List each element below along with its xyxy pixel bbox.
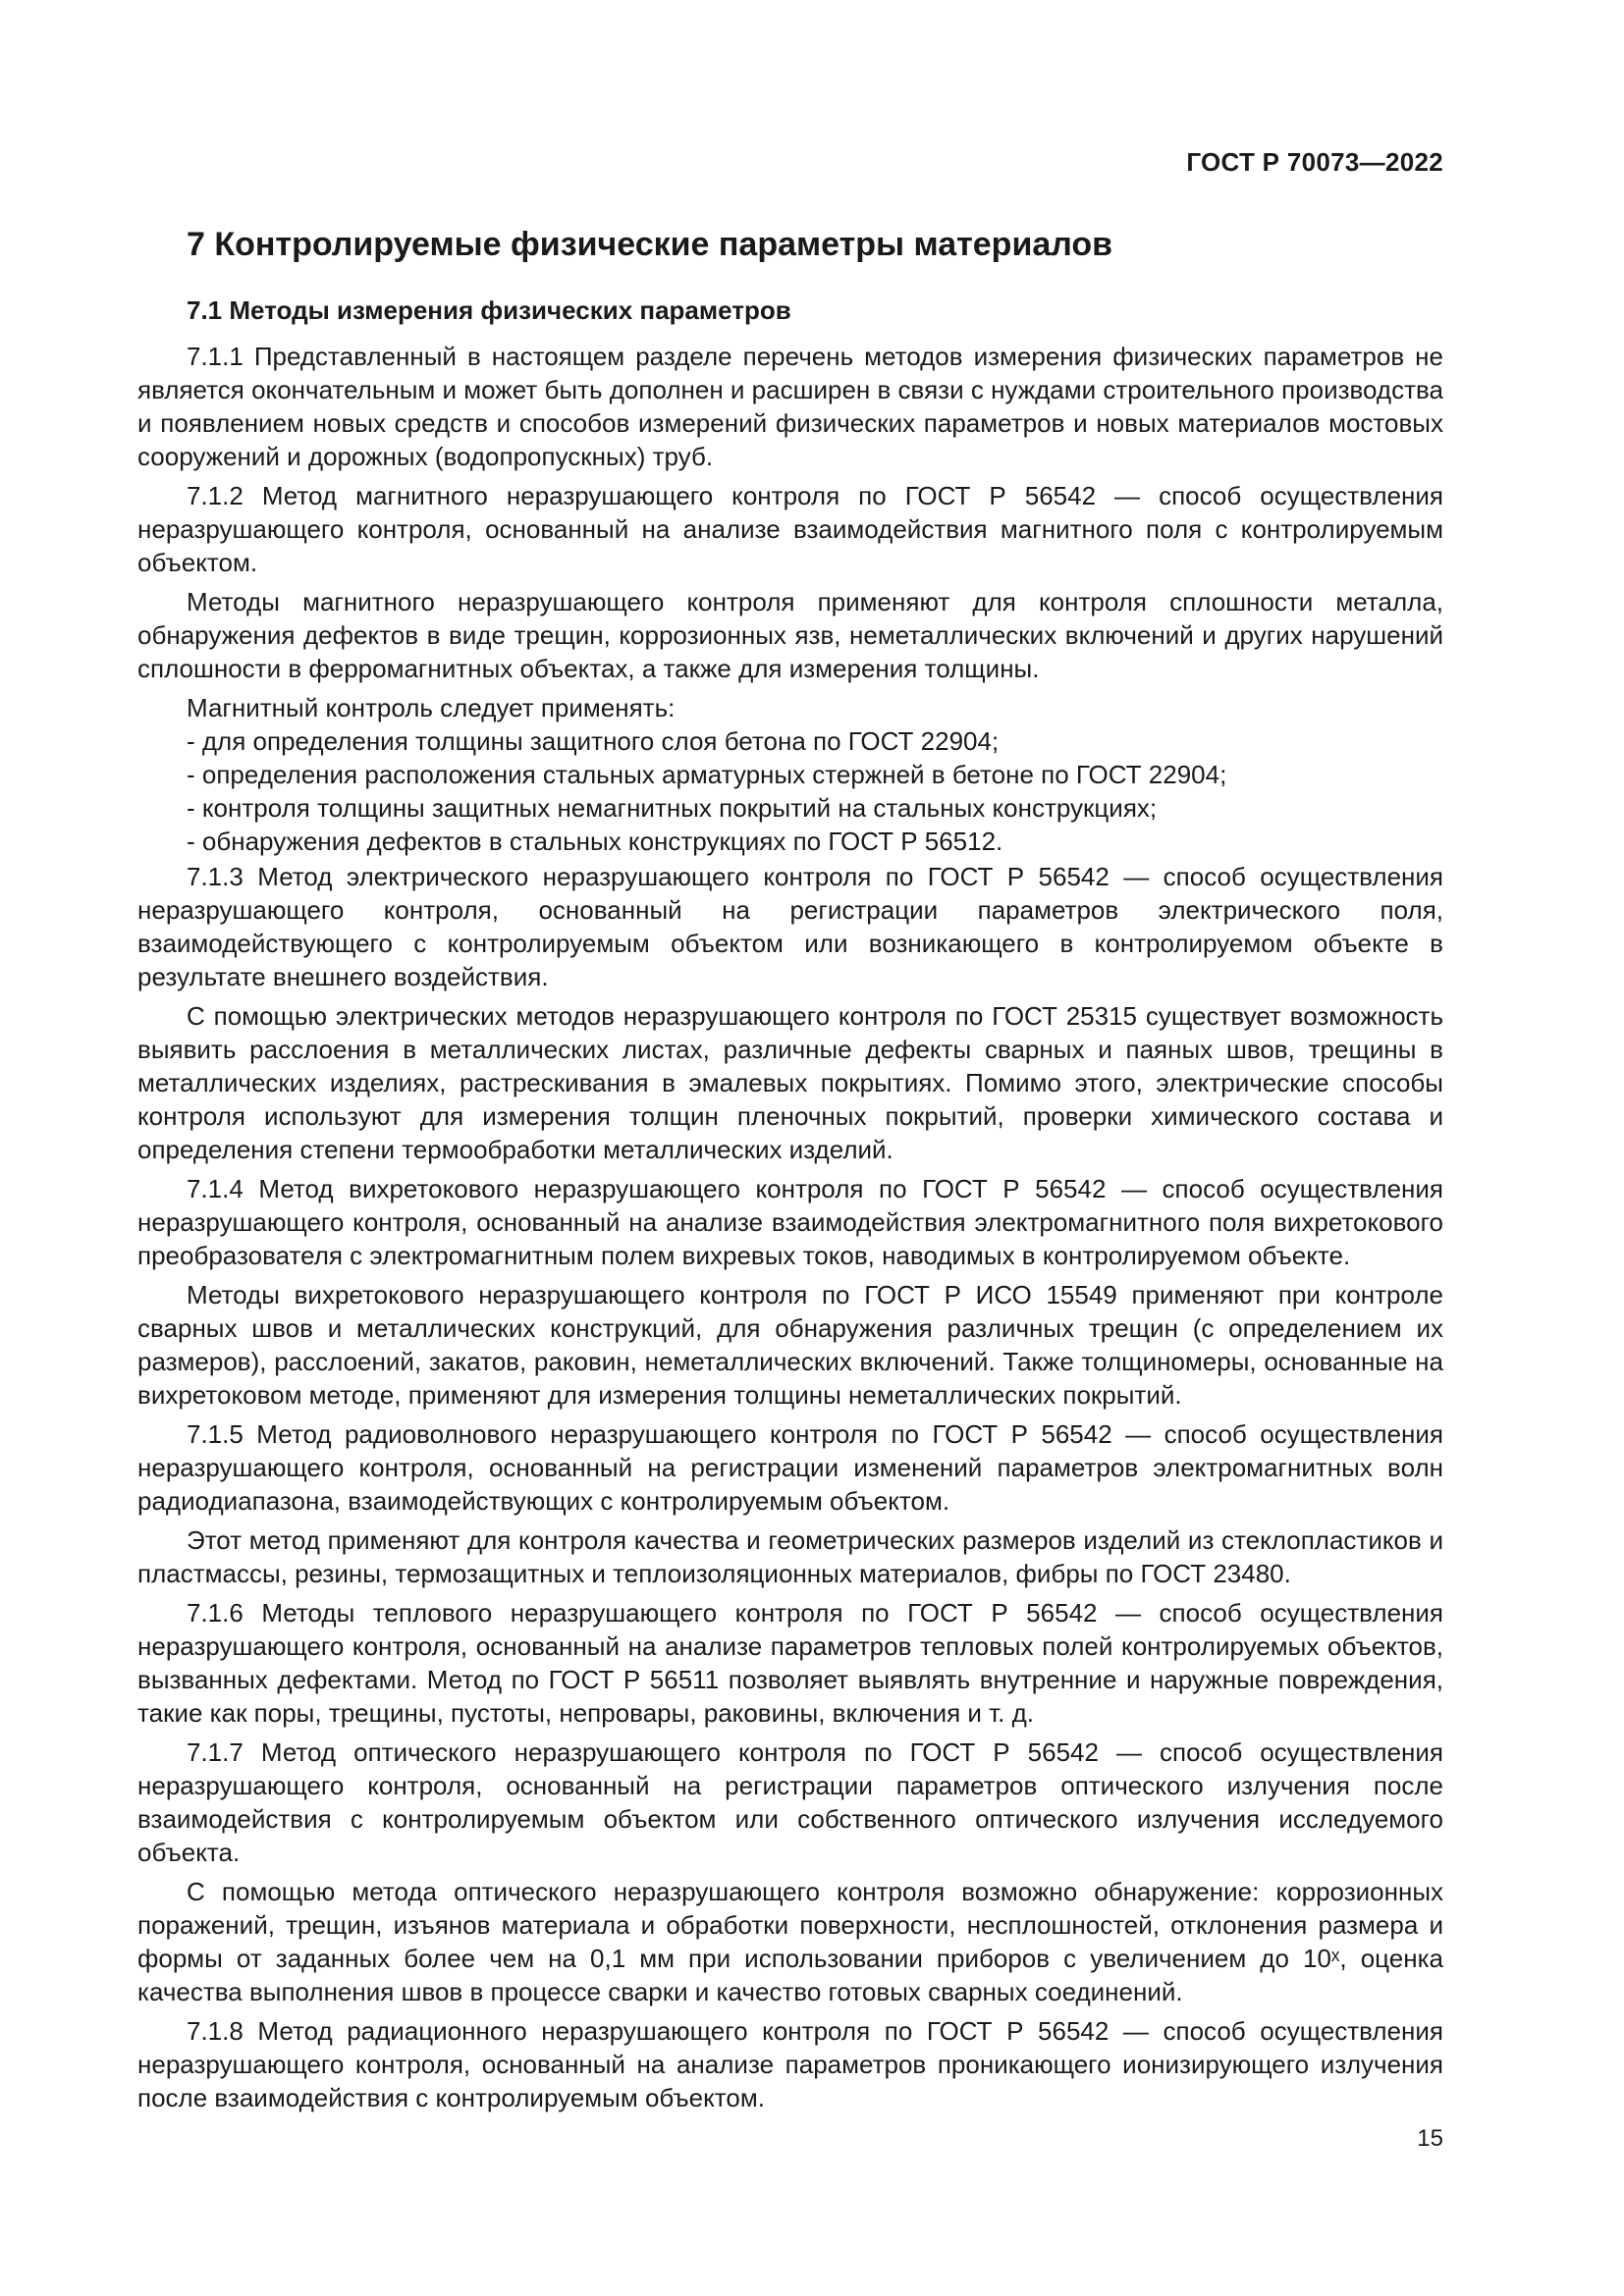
paragraph-eddy-current-applications: Методы вихретокового неразрушающего контроля по ГОСТ Р ИСО 15549 применяют при контроле сварных швов и металлических конструкций, для обнаружения различных трещин (с определением их размеров), расслоений, закатов, раковин, неметаллических включений. Также толщиномеры, основанные на вихретоковом методе, применяют для измерения толщины неметаллических покрытий. — [137, 1280, 1443, 1410]
paragraph-7-1-5: 7.1.5 Метод радиоволнового неразрушающего контроля по ГОСТ Р 56542 — способ осуществления неразрушающего контроля, основанный на регистрации изменений параметров электромагнитных волн радиодиапазона, взаимодействующих с контролируемым объектом. — [137, 1419, 1443, 1516]
list-item: - для определения толщины защитного слоя бетона по ГОСТ 22904; — [137, 724, 1443, 758]
paragraph-radiowave-applications: Этот метод применяют для контроля качества и геометрических размеров изделий из стеклопластиков и пластмассы, резины, термозащитных и теплоизоляционных материалов, фибры по ГОСТ 23480. — [137, 1525, 1443, 1588]
paragraph-7-1-1: 7.1.1 Представленный в настоящем разделе перечень методов измерения физических параметров не является окончательным и может быть дополнен и расширен в связи с нуждами строительного производства и появлением новых средств и способов измерений физических параметров и новых материалов мостовых сооружений и дорожных (водопропускных) труб. — [137, 342, 1443, 471]
paragraph-7-1-8: 7.1.8 Метод радиационного неразрушающего контроля по ГОСТ Р 56542 — способ осуществления неразрушающего контроля, основанный на анализе параметров проникающего ионизирующего излучения после взаимодействия с контролируемым объектом. — [137, 2016, 1443, 2112]
paragraph-7-1-3: 7.1.3 Метод электрического неразрушающего контроля по ГОСТ Р 56542 — способ осуществления неразрушающего контроля, основанный на регистрации параметров электрического поля, взаимодействующего с контролируемым объектом или возникающего в контролируемом объекте в результате внешнего воздействия. — [137, 862, 1443, 991]
paragraph-7-1-4: 7.1.4 Метод вихретокового неразрушающего контроля по ГОСТ Р 56542 — способ осуществления неразрушающего контроля, основанный на анализе взаимодействия электромагнитного поля вихретокового преобразователя с электромагнитным полем вихревых токов, наводимых в контролируемом объекте. — [137, 1174, 1443, 1270]
list-item: - обнаружения дефектов в стальных конструкциях по ГОСТ Р 56512. — [137, 825, 1443, 858]
section-title: 7 Контролируемые физические параметры материалов — [187, 226, 1113, 263]
paragraph-magnetic-applications: Методы магнитного неразрушающего контроля применяют для контроля сплошности металла, обнаружения дефектов в виде трещин, коррозионных язв, неметаллических включений и других нарушений сплошности в ферромагнитных объектах, а также для измерения толщины. — [137, 587, 1443, 683]
list-item: - определения расположения стальных арматурных стержней в бетоне по ГОСТ 22904; — [137, 758, 1443, 791]
magnetic-uses-list — [137, 724, 1443, 858]
paragraph-optical-applications: С помощью метода оптического неразрушающего контроля возможно обнаружение: коррозионных поражений, трещин, изъянов материала и обработки поверхности, несплошностей, отклонения размера и формы от заданных более чем на 0,1 мм при использовании приборов с увеличением до 10ˣ, оценка качества выполнения швов в процессе сварки и качество готовых сварных соединений. — [137, 1877, 1443, 2006]
paragraph-magnetic-usage-intro: Магнитный контроль следует применять: — [187, 693, 676, 722]
paragraph-7-1-7: 7.1.7 Метод оптического неразрушающего контроля по ГОСТ Р 56542 — способ осуществления неразрушающего контроля, основанный на регистрации параметров оптического излучения после взаимодействия с контролируемым объектом или собственного оптического излучения исследуемого объекта. — [137, 1737, 1443, 1867]
document-id-header: ГОСТ Р 70073—2022 — [1186, 147, 1443, 177]
document-body — [137, 226, 1443, 2120]
list-item: - контроля толщины защитных немагнитных покрытий на стальных конструкциях; — [137, 791, 1443, 825]
paragraph-electric-applications: С помощью электрических методов неразрушающего контроля по ГОСТ 25315 существует возможность выявить расслоения в металлических листах, различные дефекты сварных и паяных швов, трещины в металлических изделиях, растрескивания в эмалевых покрытиях. Помимо этого, электрические способы контроля используют для измерения толщин пленочных покрытий, проверки химического состава и определения степени термообработки металлических изделий. — [137, 1001, 1443, 1164]
paragraph-7-1-6: 7.1.6 Методы теплового неразрушающего контроля по ГОСТ Р 56542 — способ осуществления неразрушающего контроля, основанный на анализе параметров тепловых полей контролируемых объектов, вызванных дефектами. Метод по ГОСТ Р 56511 позволяет выявлять внутренние и наружные повреждения, такие как поры, трещины, пустоты, непровары, раковины, включения и т. д. — [137, 1598, 1443, 1728]
subsection-title: 7.1 Методы измерения физических параметров — [187, 295, 791, 325]
page-number: 15 — [1417, 2125, 1443, 2152]
paragraph-7-1-2: 7.1.2 Метод магнитного неразрушающего контроля по ГОСТ Р 56542 — способ осуществления неразрушающего контроля, основанный на анализе взаимодействия магнитного поля с контролируемым объектом. — [137, 481, 1443, 577]
